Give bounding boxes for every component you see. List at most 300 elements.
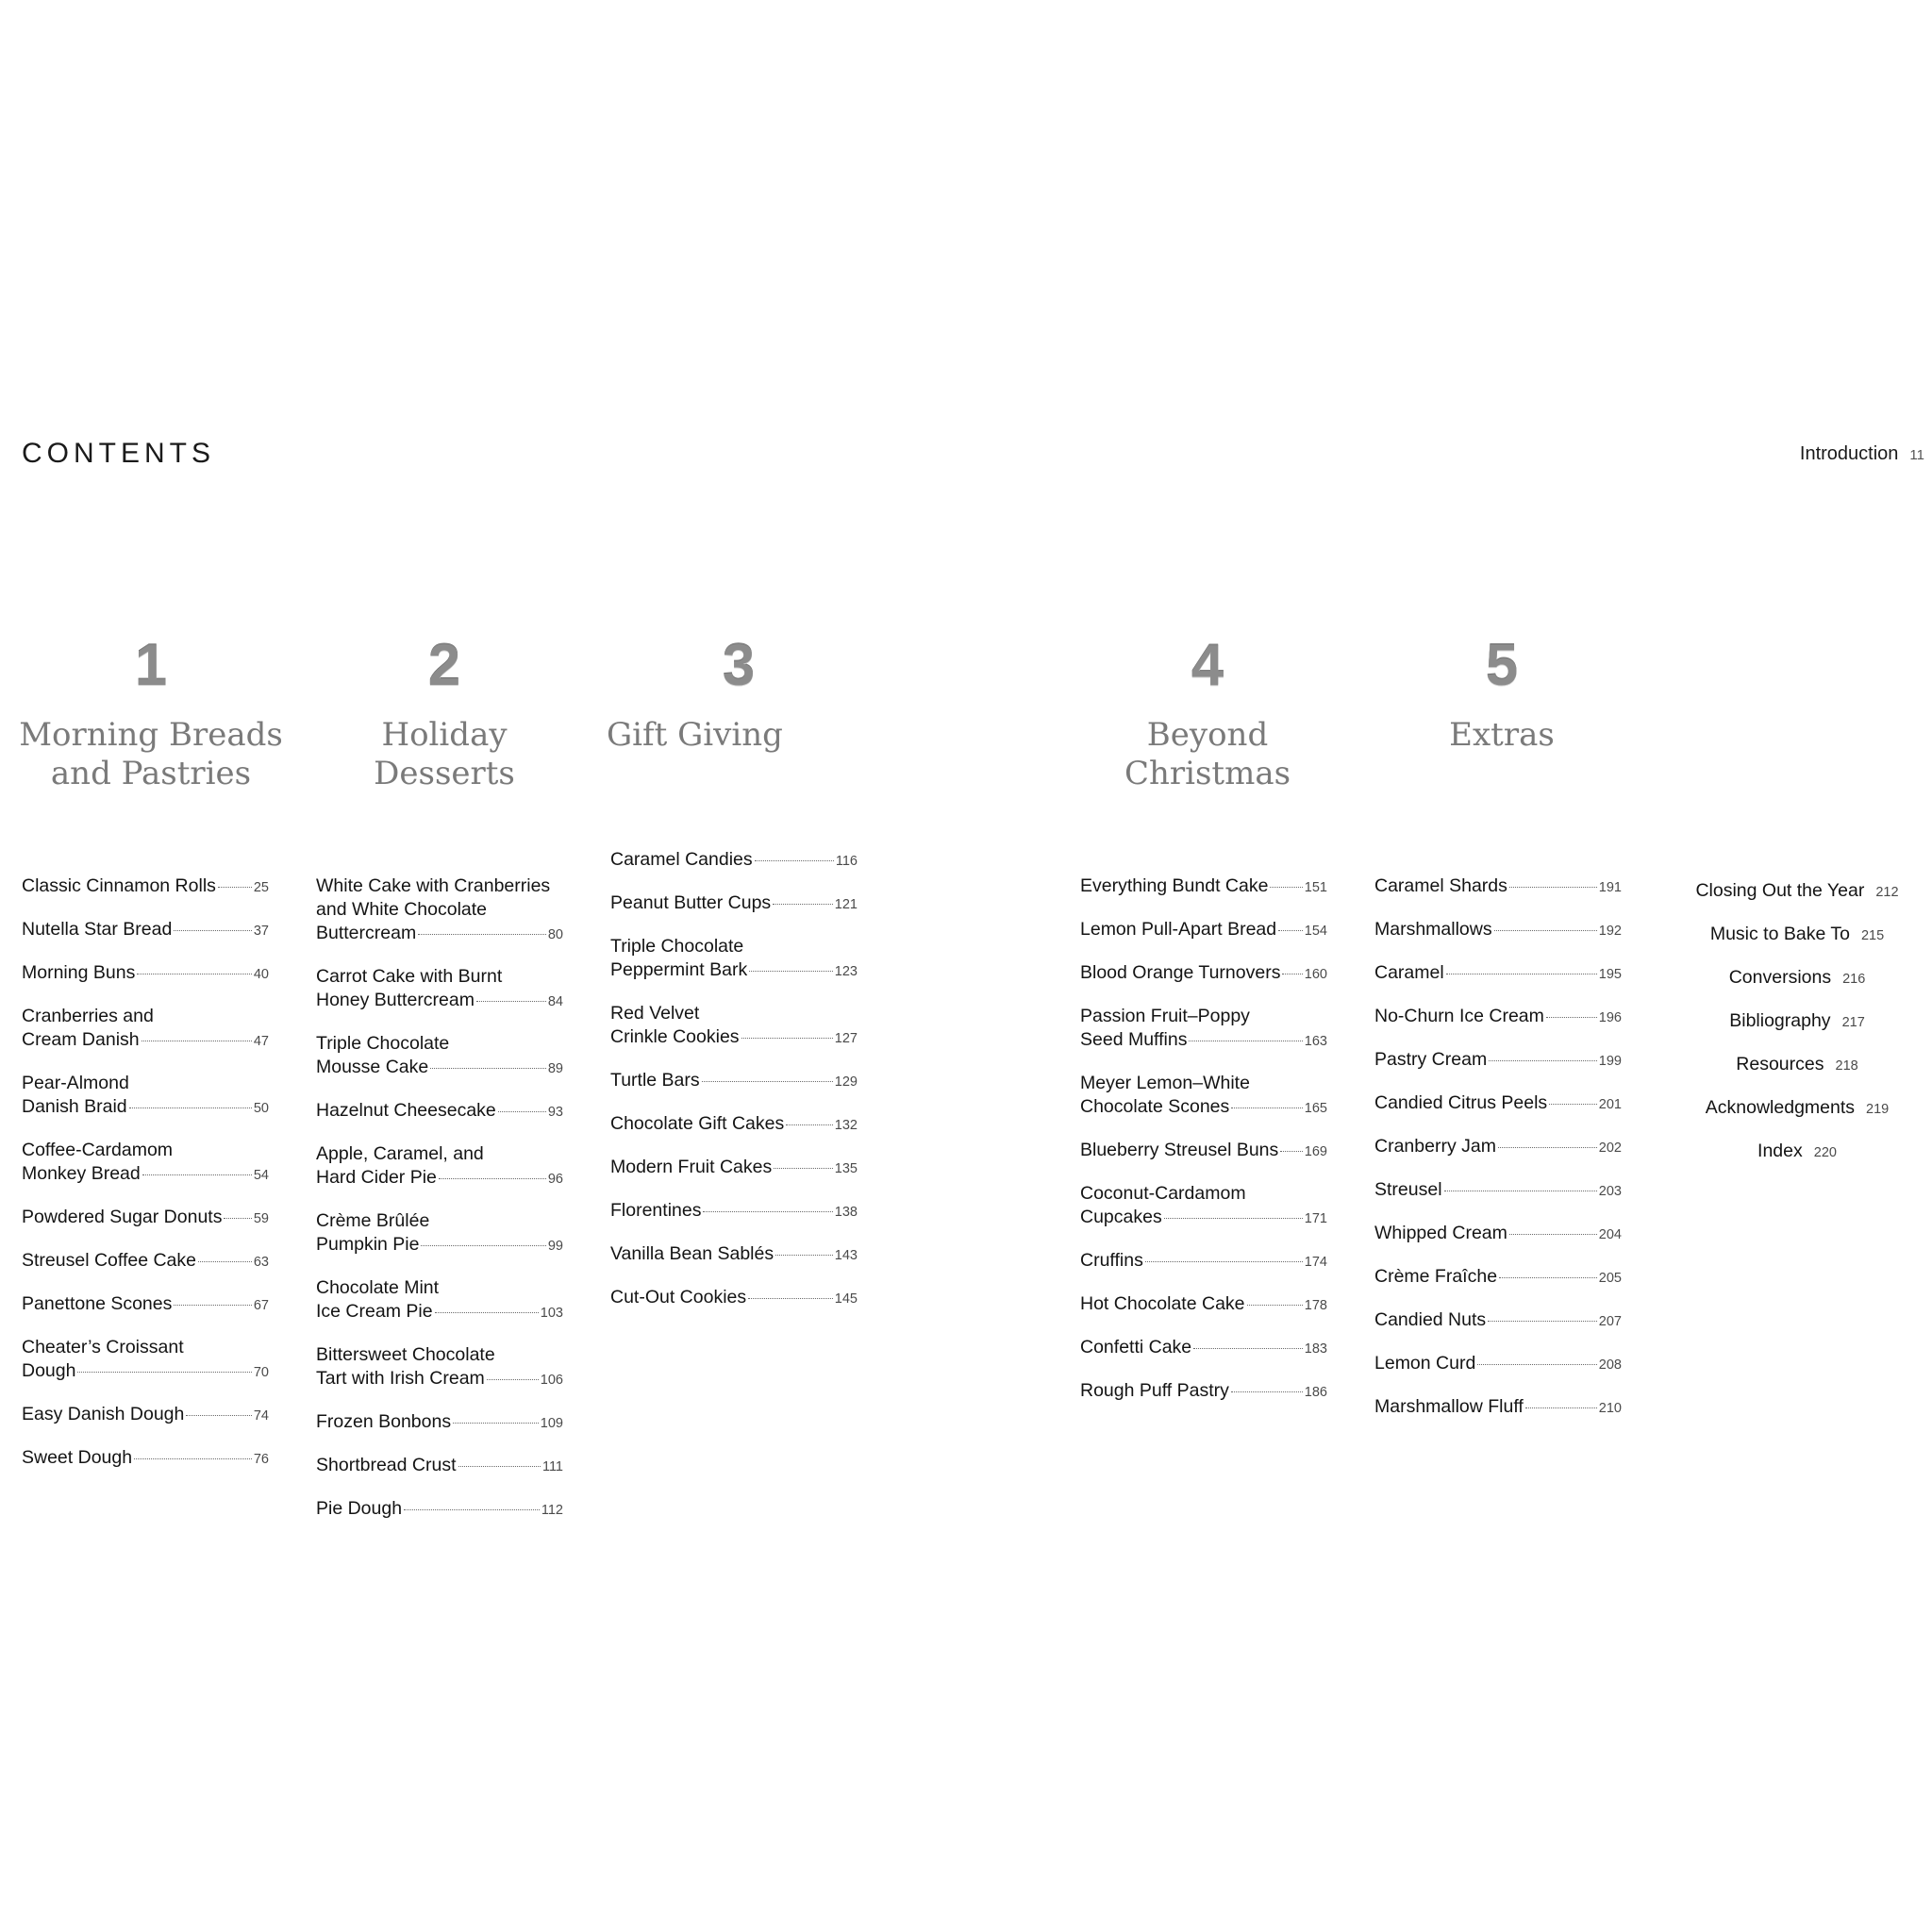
page-number: 154 xyxy=(1304,924,1327,939)
toc-entry-title-line: Marshmallows xyxy=(1374,919,1492,940)
page-number: 67 xyxy=(253,1298,269,1313)
toc-entry[interactable] xyxy=(316,1209,563,1258)
toc-entry-row xyxy=(22,1162,269,1188)
toc-entry-row xyxy=(1080,1095,1327,1121)
toc-entry-title-line: Cupcakes xyxy=(1080,1207,1162,1227)
toc-entry[interactable] xyxy=(316,1099,563,1124)
toc-entry-title-line: Dough xyxy=(22,1360,76,1381)
toc-entry-title-line: Cream Danish xyxy=(22,1029,140,1050)
toc-entry-title-line: Florentines xyxy=(610,1200,702,1221)
dot-leader xyxy=(224,1218,251,1219)
toc-entry-title-line: Apple, Caramel, and xyxy=(316,1143,484,1164)
page-number: 47 xyxy=(253,1034,269,1049)
page-number: 201 xyxy=(1598,1097,1622,1112)
introduction-entry[interactable] xyxy=(1800,443,1924,465)
toc-entry-row xyxy=(22,1403,269,1428)
dot-leader xyxy=(1488,1321,1597,1322)
back-matter-label: Music to Bake To xyxy=(1709,924,1850,944)
page-number: 191 xyxy=(1598,880,1622,895)
toc-entry[interactable] xyxy=(316,1276,563,1325)
toc-entry-title-line: Buttercream xyxy=(316,923,417,943)
toc-entry-row xyxy=(1080,1206,1327,1231)
toc-entry[interactable] xyxy=(316,1454,563,1479)
toc-entry[interactable] xyxy=(610,848,858,874)
toc-entry-title-line: Bittersweet Chocolate xyxy=(316,1344,495,1365)
toc-entry-row xyxy=(1374,1265,1622,1291)
toc-entry[interactable] xyxy=(22,961,269,987)
toc-entry-title-line: Triple Chocolate xyxy=(316,1033,450,1054)
toc-entry[interactable] xyxy=(610,1199,858,1224)
toc-entry-title-line: Honey Buttercream xyxy=(316,990,475,1010)
toc-entry-row xyxy=(610,958,858,984)
toc-entry[interactable] xyxy=(1080,1249,1327,1274)
toc-entry-title-line: White Cake with Cranberries xyxy=(316,875,551,896)
toc-entry[interactable] xyxy=(22,918,269,943)
dot-leader xyxy=(142,1174,252,1175)
page-number: 37 xyxy=(253,924,269,939)
dot-leader xyxy=(1509,1234,1597,1235)
chapter-1-entries xyxy=(22,874,269,1490)
toc-entry-row xyxy=(1080,874,1327,900)
dot-leader xyxy=(453,1423,539,1424)
dot-leader xyxy=(418,934,546,935)
back-matter-entry[interactable] xyxy=(1665,966,1929,991)
toc-entry-row xyxy=(316,1497,563,1523)
chapter-title-line: Extras xyxy=(1449,716,1555,754)
toc-entry-title-line: Peanut Butter Cups xyxy=(610,892,772,913)
page-number: 171 xyxy=(1304,1211,1327,1226)
page-number: 210 xyxy=(1598,1401,1622,1416)
toc-entry[interactable] xyxy=(22,1249,269,1274)
toc-entry-title-line: Crème Brûlée xyxy=(316,1210,430,1231)
toc-entry-row xyxy=(610,1242,858,1268)
toc-entry[interactable] xyxy=(610,1286,858,1311)
toc-entry-title-line: Chocolate Mint xyxy=(316,1277,440,1298)
toc-entry-title-line: Pumpkin Pie xyxy=(316,1234,420,1255)
toc-entry-title-line: Seed Muffins xyxy=(1080,1029,1188,1050)
page-number: 138 xyxy=(834,1205,858,1220)
toc-entry[interactable] xyxy=(22,874,269,900)
toc-entry-row xyxy=(610,1112,858,1138)
toc-entry-title-line: Easy Danish Dough xyxy=(22,1404,185,1424)
chapter-number: 5 xyxy=(1485,633,1519,698)
toc-entry-row xyxy=(22,1028,269,1054)
chapter-title-line: and Pastries xyxy=(50,755,252,792)
dot-leader xyxy=(749,971,833,972)
page-number: 207 xyxy=(1598,1314,1622,1329)
chapter-2-entries xyxy=(316,874,563,1541)
toc-entry-row xyxy=(610,848,858,874)
back-matter-entry[interactable] xyxy=(1665,1009,1929,1035)
page-number: 99 xyxy=(547,1239,563,1254)
toc-entry[interactable] xyxy=(1080,1292,1327,1318)
page-number: 132 xyxy=(834,1118,858,1133)
toc-entry[interactable] xyxy=(316,874,563,947)
toc-entry-title-line: Confetti Cake xyxy=(1080,1337,1192,1357)
toc-entry[interactable] xyxy=(22,1292,269,1318)
toc-entry[interactable] xyxy=(22,1336,269,1385)
toc-entry-title-line: Shortbread Crust xyxy=(316,1455,457,1475)
toc-entry-title-line: Classic Cinnamon Rolls xyxy=(22,875,216,896)
page-number: 165 xyxy=(1304,1101,1327,1116)
toc-entry-title-line: No-Churn Ice Cream xyxy=(1374,1006,1544,1026)
chapter-2-header xyxy=(312,633,576,793)
toc-entry-row xyxy=(22,1095,269,1121)
dot-leader xyxy=(773,904,833,905)
toc-entry-row xyxy=(1374,961,1622,987)
chapter-title xyxy=(312,716,576,793)
chapter-title-line: Desserts xyxy=(374,755,515,792)
page-number: 74 xyxy=(253,1408,269,1424)
toc-entry[interactable] xyxy=(1080,1182,1327,1231)
toc-entry[interactable] xyxy=(610,1156,858,1181)
page-number: 103 xyxy=(540,1306,563,1321)
toc-entry-title-line: Crinkle Cookies xyxy=(610,1026,740,1047)
dot-leader xyxy=(1193,1348,1303,1349)
toc-entry-title-line: Crème Fraîche xyxy=(1374,1266,1498,1287)
toc-entry[interactable] xyxy=(1374,1048,1622,1074)
chapter-title-line: Morning Breads xyxy=(19,716,283,754)
page-number: 80 xyxy=(547,927,563,942)
dot-leader xyxy=(198,1261,252,1262)
chapter-number: 1 xyxy=(134,633,168,698)
chapter-1-header xyxy=(19,633,283,793)
back-matter-entry[interactable] xyxy=(1665,923,1929,948)
dot-leader xyxy=(702,1081,833,1082)
toc-entry[interactable] xyxy=(1374,918,1622,943)
page-number: 219 xyxy=(1866,1102,1890,1117)
toc-entry-row xyxy=(1374,1048,1622,1074)
toc-entry-row xyxy=(316,1410,563,1436)
page-number: 76 xyxy=(253,1452,269,1467)
back-matter-entry[interactable] xyxy=(1665,1140,1929,1165)
toc-entry[interactable] xyxy=(316,965,563,1014)
toc-entry-title-line: Everything Bundt Cake xyxy=(1080,875,1269,896)
chapter-title-line: Gift Giving xyxy=(607,716,783,754)
dot-leader xyxy=(439,1178,546,1179)
toc-entry-title-line: Streusel xyxy=(1374,1179,1442,1200)
back-matter-label: Bibliography xyxy=(1729,1010,1831,1031)
page-number: 127 xyxy=(834,1031,858,1046)
toc-entry-title-line: Modern Fruit Cakes xyxy=(610,1157,773,1177)
toc-entry[interactable] xyxy=(1080,1072,1327,1121)
page-number: 202 xyxy=(1598,1141,1622,1156)
toc-entry-row xyxy=(22,918,269,943)
toc-entry-title-line: Pastry Cream xyxy=(1374,1049,1488,1070)
page-number: 160 xyxy=(1304,967,1327,982)
toc-entry-row xyxy=(22,961,269,987)
page-number: 192 xyxy=(1598,924,1622,939)
toc-entry-row xyxy=(610,1156,858,1181)
back-matter-entry[interactable] xyxy=(1665,1096,1929,1122)
chapter-number: 4 xyxy=(1191,633,1224,698)
toc-entry-title-line: Nutella Star Bread xyxy=(22,919,173,940)
toc-entry-title-line: Cut-Out Cookies xyxy=(610,1287,747,1307)
page-number: 199 xyxy=(1598,1054,1622,1069)
toc-entry[interactable] xyxy=(1374,874,1622,900)
dot-leader xyxy=(1489,1060,1597,1061)
toc-entry-row xyxy=(610,891,858,917)
dot-leader xyxy=(487,1379,539,1380)
toc-entry-title-line: Cranberries and xyxy=(22,1006,154,1026)
page-number: 220 xyxy=(1813,1145,1837,1160)
toc-entry-row xyxy=(1374,1005,1622,1030)
toc-entry[interactable] xyxy=(1080,1139,1327,1164)
chapter-number: 2 xyxy=(427,633,461,698)
dot-leader xyxy=(748,1298,833,1299)
toc-entry[interactable] xyxy=(1080,874,1327,900)
toc-entry-title-line: Tart with Irish Cream xyxy=(316,1368,485,1389)
toc-entry-row xyxy=(1080,1028,1327,1054)
toc-entry-title-line: Peppermint Bark xyxy=(610,959,748,980)
chapter-title xyxy=(1370,716,1634,755)
introduction-label: Introduction xyxy=(1799,443,1899,464)
toc-entry[interactable] xyxy=(1374,1091,1622,1117)
dot-leader xyxy=(77,1372,251,1373)
dot-leader xyxy=(1145,1261,1303,1262)
dot-leader xyxy=(1499,1277,1597,1278)
page-number: 123 xyxy=(834,964,858,979)
toc-entry[interactable] xyxy=(610,935,858,984)
page-number: 121 xyxy=(834,897,858,912)
toc-entry-row xyxy=(316,1454,563,1479)
dot-leader xyxy=(1525,1407,1597,1408)
page-number: 169 xyxy=(1304,1144,1327,1159)
toc-entry-row xyxy=(1374,1352,1622,1377)
toc-entry-row xyxy=(610,1199,858,1224)
dot-leader xyxy=(775,1255,833,1256)
toc-entry-row xyxy=(1374,1178,1622,1204)
toc-entry-row xyxy=(22,1206,269,1231)
toc-entry[interactable] xyxy=(1080,1005,1327,1054)
toc-entry[interactable] xyxy=(22,1206,269,1231)
toc-entry[interactable] xyxy=(1374,1395,1622,1421)
dot-leader xyxy=(703,1211,832,1212)
chapter-4-entries xyxy=(1080,874,1327,1423)
toc-entry-row xyxy=(22,874,269,900)
toc-entry[interactable] xyxy=(1374,1352,1622,1377)
back-matter-label: Closing Out the Year xyxy=(1695,880,1865,901)
toc-entry-row xyxy=(1080,1336,1327,1361)
toc-entry-row xyxy=(316,1056,563,1081)
dot-leader xyxy=(498,1111,546,1112)
toc-entry[interactable] xyxy=(316,1343,563,1392)
toc-entry-title-line: Vanilla Bean Sablés xyxy=(610,1243,774,1264)
toc-entry[interactable] xyxy=(1374,1308,1622,1334)
toc-entry[interactable] xyxy=(1374,1265,1622,1291)
toc-entry-title-line: Hard Cider Pie xyxy=(316,1167,437,1188)
toc-entry-title-line: Frozen Bonbons xyxy=(316,1411,452,1432)
toc-entry-title-line: Chocolate Scones xyxy=(1080,1096,1230,1117)
page-number: 218 xyxy=(1835,1058,1858,1074)
toc-entry-title-line: Cruffins xyxy=(1080,1250,1143,1271)
toc-entry-title-line: Danish Braid xyxy=(22,1096,127,1117)
toc-entry-title-line: Lemon Pull-Apart Bread xyxy=(1080,919,1277,940)
toc-entry-title-line: Candied Nuts xyxy=(1374,1309,1487,1330)
page-number: 63 xyxy=(253,1255,269,1270)
toc-entry-title-line: Turtle Bars xyxy=(610,1070,700,1091)
chapter-number: 3 xyxy=(722,633,756,698)
page-number: 84 xyxy=(547,994,563,1009)
chapter-3-entries xyxy=(610,848,858,1329)
dot-leader xyxy=(134,1458,252,1459)
page-number: 89 xyxy=(547,1061,563,1076)
toc-entry[interactable] xyxy=(1374,961,1622,987)
toc-entry-title-line: Passion Fruit–Poppy xyxy=(1080,1006,1250,1026)
toc-entry-row xyxy=(316,922,563,947)
toc-entry-title-line: Red Velvet xyxy=(610,1003,700,1024)
back-matter-label: Acknowledgments xyxy=(1705,1097,1856,1118)
page-number: 96 xyxy=(547,1172,563,1187)
toc-entry-title-line: Ice Cream Pie xyxy=(316,1301,433,1322)
toc-entry[interactable] xyxy=(1374,1005,1622,1030)
dot-leader xyxy=(1278,930,1303,931)
page-number: 93 xyxy=(547,1105,563,1120)
toc-entry-title-line: Triple Chocolate xyxy=(610,936,744,957)
page-number: 54 xyxy=(253,1168,269,1183)
toc-entry-row xyxy=(610,1286,858,1311)
page-number: 145 xyxy=(834,1291,858,1307)
toc-entry-title-line: Pie Dough xyxy=(316,1498,403,1519)
toc-entry-row xyxy=(1080,961,1327,987)
back-matter-entry[interactable] xyxy=(1665,1053,1929,1078)
dot-leader xyxy=(1477,1364,1596,1365)
toc-entry-title-line: Sweet Dough xyxy=(22,1447,133,1468)
toc-entry[interactable] xyxy=(610,1242,858,1268)
toc-entry-title-line: Monkey Bread xyxy=(22,1163,141,1184)
toc-entry[interactable] xyxy=(1080,1379,1327,1405)
toc-entry[interactable] xyxy=(610,891,858,917)
toc-entry[interactable] xyxy=(1374,1135,1622,1160)
toc-entry-title-line: Chocolate Gift Cakes xyxy=(610,1113,785,1134)
toc-entry-row xyxy=(316,1233,563,1258)
toc-entry[interactable] xyxy=(316,1142,563,1191)
toc-entry-row xyxy=(1374,918,1622,943)
chapter-title-line: Christmas xyxy=(1124,755,1291,792)
toc-entry[interactable] xyxy=(1080,1336,1327,1361)
toc-entry[interactable] xyxy=(22,1446,269,1472)
toc-entry[interactable] xyxy=(1080,961,1327,987)
dot-leader xyxy=(421,1245,545,1246)
toc-entry[interactable] xyxy=(22,1403,269,1428)
toc-entry[interactable] xyxy=(22,1072,269,1121)
toc-entry-title-line: Candied Citrus Peels xyxy=(1374,1092,1548,1113)
chapter-5-header xyxy=(1370,633,1634,755)
toc-entry[interactable] xyxy=(22,1005,269,1054)
chapter-4-header xyxy=(1075,633,1340,793)
toc-entry-row xyxy=(316,1367,563,1392)
page-number: 151 xyxy=(1304,880,1327,895)
page-number: 217 xyxy=(1841,1015,1865,1030)
page-number: 204 xyxy=(1598,1227,1622,1242)
page-number: 111 xyxy=(541,1459,563,1474)
toc-entry-row xyxy=(1374,1395,1622,1421)
page-number: 129 xyxy=(834,1074,858,1090)
chapter-title xyxy=(1075,716,1340,793)
dot-leader xyxy=(458,1466,541,1467)
dot-leader xyxy=(404,1509,540,1510)
chapter-3-header xyxy=(607,633,871,755)
dot-leader xyxy=(741,1038,833,1039)
page-number: 50 xyxy=(253,1101,269,1116)
dot-leader xyxy=(186,1415,252,1416)
toc-entry[interactable] xyxy=(316,1497,563,1523)
page-number: 59 xyxy=(253,1211,269,1226)
toc-entry-title-line: Coffee-Cardamom xyxy=(22,1140,174,1160)
toc-entry-row xyxy=(316,1166,563,1191)
page-number: 163 xyxy=(1304,1034,1327,1049)
toc-entry[interactable] xyxy=(1374,1178,1622,1204)
toc-entry-row xyxy=(1080,918,1327,943)
toc-entry-title-line: Caramel Candies xyxy=(610,849,753,870)
toc-entry-row xyxy=(22,1359,269,1385)
dot-leader xyxy=(774,1168,833,1169)
dot-leader xyxy=(174,1305,251,1306)
toc-entry[interactable] xyxy=(610,1002,858,1051)
toc-entry-title-line: Coconut-Cardamom xyxy=(1080,1183,1246,1204)
back-matter-label: Resources xyxy=(1736,1054,1824,1074)
page-number: 203 xyxy=(1598,1184,1622,1199)
dot-leader xyxy=(1509,887,1597,888)
toc-entry-row xyxy=(1080,1139,1327,1164)
toc-entry-row xyxy=(1374,1091,1622,1117)
page-number: 143 xyxy=(834,1248,858,1263)
toc-entry-title-line: Hazelnut Cheesecake xyxy=(316,1100,496,1121)
toc-entry-title-line: Hot Chocolate Cake xyxy=(1080,1293,1245,1314)
toc-entry-title-line: Morning Buns xyxy=(22,962,136,983)
toc-entry[interactable] xyxy=(1080,918,1327,943)
toc-entry-title-line: Panettone Scones xyxy=(22,1293,173,1314)
toc-entry-row xyxy=(1374,874,1622,900)
toc-entry-title-line: Cheater’s Croissant xyxy=(22,1337,184,1357)
toc-entry-title-line: Mousse Cake xyxy=(316,1057,429,1077)
toc-entry-title-line: Cranberry Jam xyxy=(1374,1136,1496,1157)
page-number: 109 xyxy=(540,1416,563,1431)
page-number: 215 xyxy=(1860,928,1885,943)
back-matter-list xyxy=(1665,879,1929,1183)
chapter-5-entries xyxy=(1374,874,1622,1439)
page-number: 195 xyxy=(1598,967,1622,982)
toc-entry-title-line: Marshmallow Fluff xyxy=(1374,1396,1524,1417)
toc-entry[interactable] xyxy=(610,1112,858,1138)
toc-entry[interactable] xyxy=(316,1032,563,1081)
toc-entry-row xyxy=(1080,1292,1327,1318)
toc-entry[interactable] xyxy=(22,1139,269,1188)
toc-entry[interactable] xyxy=(1374,1222,1622,1247)
dot-leader xyxy=(435,1312,539,1313)
toc-entry-title-line: Caramel Shards xyxy=(1374,875,1507,896)
toc-entry-row xyxy=(1080,1379,1327,1405)
dot-leader xyxy=(1549,1104,1597,1105)
back-matter-entry[interactable] xyxy=(1665,879,1929,905)
page-number: 208 xyxy=(1598,1357,1622,1373)
dot-leader xyxy=(476,1001,546,1002)
dot-leader xyxy=(1164,1218,1303,1219)
toc-entry[interactable] xyxy=(610,1069,858,1094)
page-number: 196 xyxy=(1598,1010,1622,1025)
back-matter-label: Conversions xyxy=(1728,967,1832,988)
dot-leader xyxy=(430,1068,546,1069)
dot-leader xyxy=(1247,1305,1303,1306)
toc-entry[interactable] xyxy=(316,1410,563,1436)
dot-leader xyxy=(1280,1151,1303,1152)
toc-entry-title-line: Streusel Coffee Cake xyxy=(22,1250,196,1271)
toc-entry-title-line: Blood Orange Turnovers xyxy=(1080,962,1281,983)
dot-leader xyxy=(786,1124,833,1125)
chapter-title xyxy=(19,716,283,793)
toc-entry-row xyxy=(1374,1222,1622,1247)
toc-entry-title-line: Lemon Curd xyxy=(1374,1353,1476,1374)
